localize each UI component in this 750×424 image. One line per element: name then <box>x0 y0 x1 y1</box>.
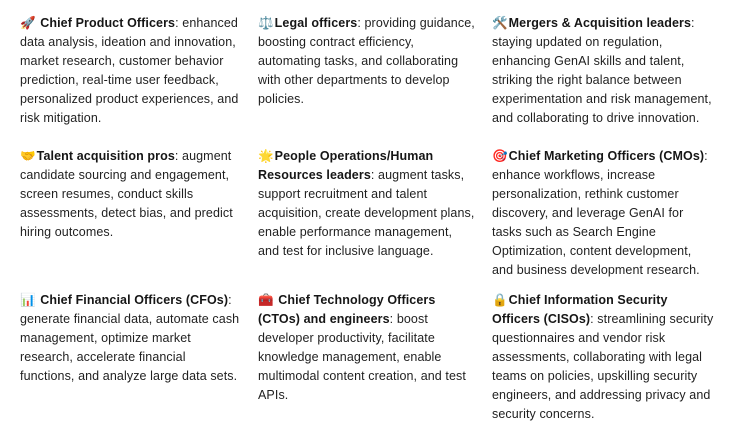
role-description: : staying updated on regulation, enhancing GenAI skills and talent, striking the right balance between experimentation and risk management, and collaborating to drive innovation. <box>492 16 712 125</box>
role-card-chief-financial-officers <box>20 291 258 424</box>
role-card-chief-technology-officers <box>258 291 492 424</box>
role-paragraph <box>20 291 242 386</box>
glowing-star-icon: 🌟 <box>258 149 274 163</box>
role-description: : augment candidate sourcing and engagement, screen resumes, conduct skills assessments, detect bias, and predict hiring outcomes. <box>20 149 233 239</box>
role-card-chief-information-security-officers <box>492 291 730 424</box>
role-description: : boost developer productivity, facilitate knowledge management, enable multimodal content creation, and test APIs. <box>258 312 466 402</box>
role-title: Talent acquisition pros <box>36 149 175 163</box>
hammer-wrench-icon: 🛠️ <box>492 16 508 30</box>
role-card-talent-acquisition-pros <box>20 147 258 291</box>
role-card-legal-officers <box>258 14 492 147</box>
bar-chart-icon: 📊 <box>20 293 40 307</box>
role-description: : enhance workflows, increase personalization, rethink customer discovery, and leverage GenAI for tasks such as Search Engine Optimization, content development, and business development research. <box>492 149 708 277</box>
role-title: Mergers & Acquisition leaders <box>508 16 692 30</box>
role-card-chief-product-officers <box>20 14 258 147</box>
toolbox-icon: 🧰 <box>258 293 278 307</box>
rocket-icon: 🚀 <box>20 16 40 30</box>
role-description: : augment tasks, support recruitment and talent acquisition, create development plans, enable performance management, and test for inclusive language. <box>258 168 475 258</box>
role-paragraph <box>492 291 714 424</box>
role-card-people-operations-hr-leaders <box>258 147 492 291</box>
role-paragraph <box>20 147 242 242</box>
role-paragraph <box>258 147 476 261</box>
role-description: : enhanced data analysis, ideation and innovation, market research, customer behavior prediction, real-time user feedback, personalized product experiences, and risk mitigation. <box>20 16 239 125</box>
role-paragraph <box>258 291 476 405</box>
lock-icon: 🔒 <box>492 293 508 307</box>
role-card-mergers-acquisition-leaders <box>492 14 730 147</box>
role-paragraph <box>492 14 714 128</box>
role-description: : generate financial data, automate cash management, optimize market research, accelerate financial functions, and analyze large data sets. <box>20 293 240 383</box>
handshake-icon: 🤝 <box>20 149 36 163</box>
role-title: Chief Information Security Officers (CISOs) <box>492 293 668 326</box>
role-description: : streamlining security questionnaires and vendor risk assessments, collaborating with legal teams on policies, upskilling security engineers, and addressing privacy and security concerns. <box>492 312 714 421</box>
role-paragraph <box>492 147 714 280</box>
role-paragraph <box>20 14 242 128</box>
role-title: Chief Technology Officers (CTOs) and engineers <box>258 293 436 326</box>
scales-icon: ⚖️ <box>258 16 274 30</box>
role-title: Legal officers <box>274 16 358 30</box>
target-icon: 🎯 <box>492 149 508 163</box>
role-title: Chief Marketing Officers (CMOs) <box>508 149 705 163</box>
role-title: Chief Product Officers <box>40 16 176 30</box>
role-paragraph <box>258 14 476 109</box>
role-title: People Operations/Human Resources leaders <box>258 149 434 182</box>
role-title: Chief Financial Officers (CFOs) <box>40 293 229 307</box>
role-card-chief-marketing-officers <box>492 147 730 291</box>
role-description: : providing guidance, boosting contract efficiency, automating tasks, and collaborating with other departments to develop policies. <box>258 16 475 106</box>
